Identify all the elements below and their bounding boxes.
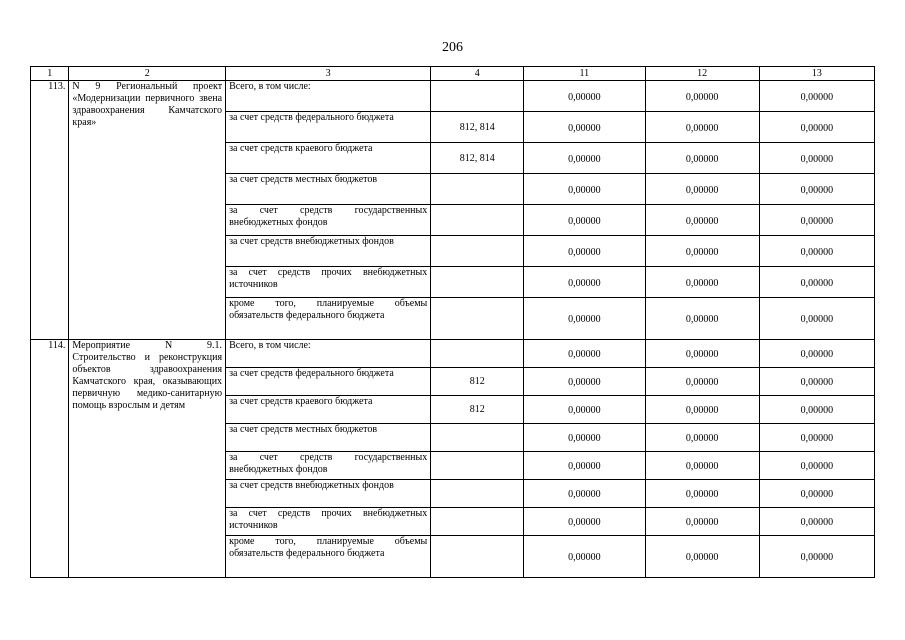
amount-value: 0,00000	[685, 405, 719, 416]
budget-code	[431, 536, 524, 578]
amount-value: 0,00000	[568, 91, 601, 103]
amount-value: 0,00000	[568, 277, 601, 289]
amount-value: 0,00000	[685, 552, 719, 563]
amount-value: 0,00000	[685, 153, 719, 165]
amount-cell	[645, 452, 759, 480]
table-row	[31, 340, 875, 368]
amount-cell	[524, 236, 645, 267]
item-name: Мероприятие N 9.1. Строительство и реконструкция объектов здравоохранения Камчатского края, оказывающих первичную медико-санитарную помощь взрослым и детям	[69, 340, 226, 578]
row-number: 113.	[31, 81, 69, 340]
amount-value: 0,00000	[685, 377, 719, 388]
amount-value: 0,00000	[800, 153, 834, 165]
budget-code	[431, 340, 524, 368]
amount-cell	[524, 298, 645, 340]
page-number: 206	[442, 40, 463, 55]
amount-cell	[524, 205, 645, 236]
amount-cell	[759, 81, 874, 112]
amount-cell	[524, 174, 645, 205]
amount-cell	[645, 536, 759, 578]
funding-source: за счет средств государственных внебюджетных фондов	[226, 205, 431, 236]
amount-cell	[645, 205, 759, 236]
amount-cell	[645, 143, 759, 174]
funding-source: за счет средств прочих внебюджетных источников	[226, 267, 431, 298]
funding-source: за счет средств федерального бюджета	[226, 112, 431, 143]
amount-value: 0,00000	[568, 552, 601, 563]
amount-cell	[524, 396, 645, 424]
amount-cell	[759, 143, 874, 174]
amount-value: 0,00000	[568, 122, 601, 134]
amount-value: 0,00000	[800, 277, 834, 289]
funding-source: за счет средств местных бюджетов	[226, 424, 431, 452]
amount-value: 0,00000	[800, 517, 834, 528]
amount-cell	[759, 424, 874, 452]
amount-cell	[759, 368, 874, 396]
amount-cell	[524, 508, 645, 536]
amount-cell	[524, 452, 645, 480]
funding-source: кроме того, планируемые объемы обязательств федерального бюджета	[226, 298, 431, 340]
amount-value: 0,00000	[685, 277, 719, 289]
amount-cell	[645, 267, 759, 298]
funding-source: за счет средств прочих внебюджетных источников	[226, 508, 431, 536]
header-row	[31, 67, 875, 81]
amount-cell	[524, 368, 645, 396]
amount-value: 0,00000	[685, 517, 719, 528]
funding-source: за счет средств государственных внебюджетных фондов	[226, 452, 431, 480]
column-header: 12	[645, 67, 759, 81]
amount-cell	[645, 368, 759, 396]
budget-code	[431, 480, 524, 508]
amount-value: 0,00000	[685, 461, 719, 472]
amount-value: 0,00000	[800, 122, 834, 134]
funding-source: за счет средств местных бюджетов	[226, 174, 431, 205]
amount-cell	[524, 267, 645, 298]
amount-value: 0,00000	[568, 215, 601, 227]
table-row	[31, 81, 875, 112]
amount-value: 0,00000	[685, 489, 719, 500]
funding-source: за счет средств внебюджетных фондов	[226, 480, 431, 508]
amount-cell	[524, 480, 645, 508]
amount-value: 0,00000	[800, 489, 834, 500]
amount-cell	[645, 236, 759, 267]
budget-code	[431, 81, 524, 112]
amount-cell	[524, 424, 645, 452]
amount-value: 0,00000	[568, 433, 601, 444]
budget-code: 812	[431, 396, 524, 424]
amount-value: 0,00000	[568, 349, 601, 360]
amount-cell	[759, 174, 874, 205]
funding-source: кроме того, планируемые объемы обязательств федерального бюджета	[226, 536, 431, 578]
amount-value: 0,00000	[568, 461, 601, 472]
amount-value: 0,00000	[800, 246, 834, 258]
amount-cell	[524, 112, 645, 143]
funding-source: за счет средств федерального бюджета	[226, 368, 431, 396]
budget-code	[431, 205, 524, 236]
amount-cell	[645, 508, 759, 536]
amount-cell	[645, 112, 759, 143]
table-body	[31, 81, 875, 578]
amount-value: 0,00000	[568, 489, 601, 500]
budget-code	[431, 267, 524, 298]
amount-cell	[759, 205, 874, 236]
column-header: 2	[69, 67, 226, 81]
item-name: N 9 Региональный проект «Модернизации первичного звена здравоохранения Камчатского края»	[69, 81, 226, 340]
budget-code: 812, 814	[431, 143, 524, 174]
amount-cell	[759, 452, 874, 480]
amount-value: 0,00000	[568, 184, 601, 196]
table-header	[31, 67, 875, 81]
budget-code	[431, 452, 524, 480]
amount-value: 0,00000	[800, 405, 834, 416]
amount-cell	[645, 424, 759, 452]
budget-code	[431, 424, 524, 452]
funding-source: Всего, в том числе:	[226, 340, 431, 368]
budget-table	[30, 66, 875, 578]
amount-value: 0,00000	[568, 246, 601, 258]
amount-value: 0,00000	[800, 184, 834, 196]
amount-value: 0,00000	[568, 377, 601, 388]
amount-value: 0,00000	[685, 433, 719, 444]
amount-value: 0,00000	[800, 377, 834, 388]
amount-cell	[645, 81, 759, 112]
amount-cell	[524, 143, 645, 174]
budget-code	[431, 298, 524, 340]
column-header: 4	[431, 67, 524, 81]
budget-code	[431, 508, 524, 536]
amount-value: 0,00000	[685, 215, 719, 227]
amount-cell	[645, 298, 759, 340]
amount-value: 0,00000	[800, 461, 834, 472]
amount-value: 0,00000	[685, 314, 719, 325]
amount-cell	[759, 396, 874, 424]
amount-cell	[645, 340, 759, 368]
amount-cell	[645, 480, 759, 508]
amount-value: 0,00000	[685, 91, 719, 103]
amount-cell	[524, 81, 645, 112]
amount-value: 0,00000	[685, 349, 719, 360]
amount-value: 0,00000	[568, 314, 601, 325]
amount-value: 0,00000	[568, 153, 601, 165]
budget-code: 812, 814	[431, 112, 524, 143]
amount-value: 0,00000	[568, 405, 601, 416]
amount-value: 0,00000	[685, 122, 719, 134]
amount-cell	[759, 536, 874, 578]
amount-value: 0,00000	[800, 433, 834, 444]
amount-cell	[759, 267, 874, 298]
column-header: 11	[524, 67, 645, 81]
amount-cell	[645, 174, 759, 205]
amount-cell	[524, 536, 645, 578]
budget-code: 812	[431, 368, 524, 396]
amount-cell	[759, 480, 874, 508]
amount-value: 0,00000	[800, 349, 834, 360]
amount-value: 0,00000	[800, 552, 834, 563]
amount-cell	[759, 298, 874, 340]
amount-cell	[759, 112, 874, 143]
amount-value: 0,00000	[685, 184, 719, 196]
amount-value: 0,00000	[800, 91, 834, 103]
column-header: 3	[226, 67, 431, 81]
amount-cell	[759, 340, 874, 368]
funding-source: Всего, в том числе:	[226, 81, 431, 112]
column-header: 1	[31, 67, 69, 81]
amount-cell	[524, 340, 645, 368]
budget-code	[431, 174, 524, 205]
funding-source: за счет средств внебюджетных фондов	[226, 236, 431, 267]
budget-code	[431, 236, 524, 267]
amount-value: 0,00000	[800, 314, 834, 325]
funding-source: за счет средств краевого бюджета	[226, 396, 431, 424]
funding-source: за счет средств краевого бюджета	[226, 143, 431, 174]
amount-value: 0,00000	[568, 517, 601, 528]
row-number: 114.	[31, 340, 69, 578]
amount-cell	[645, 396, 759, 424]
amount-value: 0,00000	[800, 215, 834, 227]
amount-value: 0,00000	[685, 246, 719, 258]
amount-cell	[759, 508, 874, 536]
amount-cell	[759, 236, 874, 267]
column-header: 13	[759, 67, 874, 81]
